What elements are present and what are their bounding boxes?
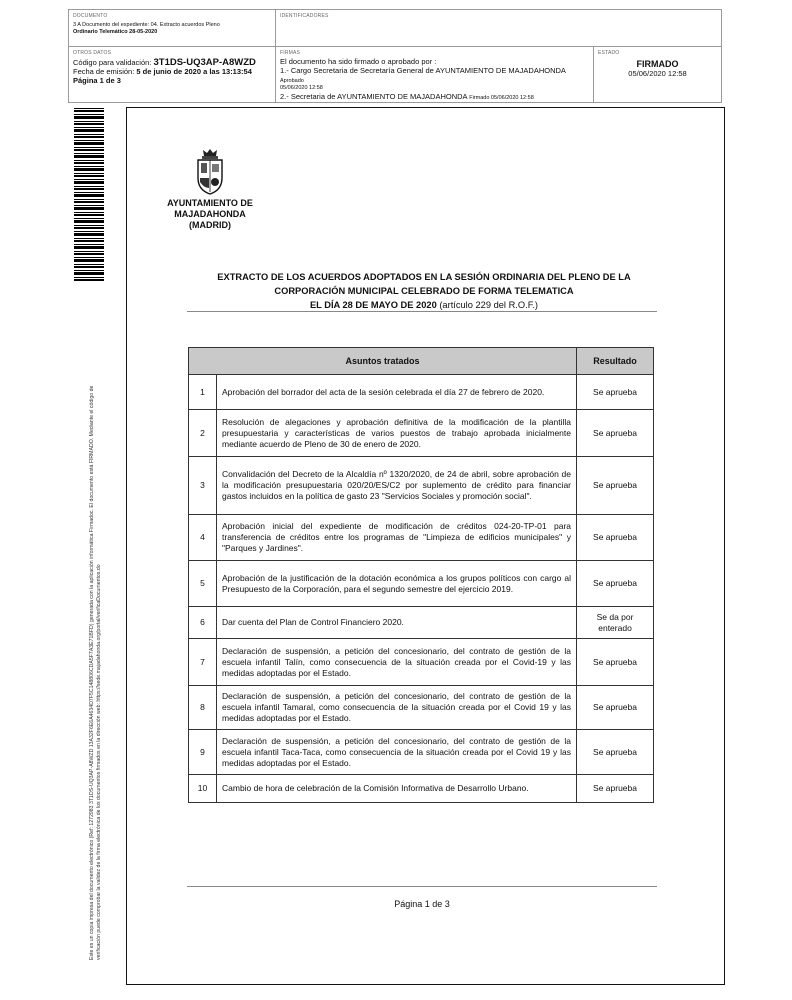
firma2-suffix: Firmado 05/06/2020 12:58 bbox=[469, 95, 534, 101]
firmas-label: FIRMAS bbox=[280, 50, 301, 56]
row-number: 6 bbox=[189, 607, 217, 639]
table-row bbox=[189, 639, 654, 686]
row-subject: Resolución de alegaciones y aprobación definitiva de la modificación de la plantilla presupuestaria y características de varios puestos de trabajo aprobada inicialmente mediante acuerdo de Pleno de 30 de enero de 2020. bbox=[217, 410, 577, 457]
row-number: 7 bbox=[189, 639, 217, 686]
row-subject: Aprobación de la justificación de la dotación económica a los grupos políticos con cargo al Presupuesto de la Corporación, para el segundo semestre del ejercicio 2019. bbox=[217, 561, 577, 607]
identificadores-cell bbox=[276, 10, 721, 47]
row-result: Se aprueba bbox=[577, 410, 654, 457]
row-number: 5 bbox=[189, 561, 217, 607]
firma2: 2.- Secretaria de AYUNTAMIENTO DE MAJADAHONDA bbox=[280, 92, 468, 101]
title-divider bbox=[187, 311, 657, 312]
otros-datos-label: OTROS DATOS bbox=[73, 50, 112, 56]
table-row bbox=[189, 561, 654, 607]
row-result: Se aprueba bbox=[577, 775, 654, 803]
title-line1: EXTRACTO DE LOS ACUERDOS ADOPTADOS EN LA SESIÓN ORDINARIA DEL PLENO DE LA bbox=[217, 272, 631, 282]
fecha-label: Fecha de emisión: bbox=[73, 67, 135, 76]
estado-date: 05/06/2020 12:58 bbox=[628, 69, 687, 78]
row-result: Se aprueba bbox=[577, 561, 654, 607]
documento-label: DOCUMENTO bbox=[73, 13, 108, 19]
org-line3: (MADRID) bbox=[189, 220, 231, 230]
table-row bbox=[189, 375, 654, 410]
document-header bbox=[68, 9, 722, 103]
row-subject: Declaración de suspensión, a petición del concesionario, del contrato de gestión de la escuela infantil Taca-Taca, como consecuencia de la situación creada por el Covid 19 y las medidas adoptadas por el Estado. bbox=[217, 730, 577, 775]
table-row bbox=[189, 607, 654, 639]
row-subject: Declaración de suspensión, a petición del concesionario, del contrato de gestión de la escuela infantil Talín, como consecuencia de la situación creada por el Covid-19 y las medidas adoptadas por el Estado. bbox=[217, 639, 577, 686]
table-row bbox=[189, 775, 654, 803]
row-number: 10 bbox=[189, 775, 217, 803]
row-result: Se aprueba bbox=[577, 639, 654, 686]
row-result: Se aprueba bbox=[577, 730, 654, 775]
fecha-emision: 5 de junio de 2020 a las 13:13:54 bbox=[136, 67, 252, 76]
otros-datos-cell bbox=[69, 47, 276, 102]
row-number: 2 bbox=[189, 410, 217, 457]
row-number: 8 bbox=[189, 686, 217, 730]
row-result: Se aprueba bbox=[577, 686, 654, 730]
firmas-cell bbox=[276, 47, 594, 102]
side-text-line1: Este es un copia impresa del documento electrónico (Ref: 1272983 3T1DS-UQ3AP-A8WZD 13A32F6E6A4634D7F5C148806CDA5F7A3E71BFD) generada con la aplicación informática Firmadoc. El documento está FIRMADO. Mediante el código de bbox=[89, 385, 95, 960]
codigo-validacion: 3T1DS-UQ3AP-A8WZD bbox=[153, 57, 256, 68]
table-row bbox=[189, 410, 654, 457]
document-title bbox=[189, 270, 659, 312]
firma1: 1.- Cargo Secretaria de Secretaría General de AYUNTAMIENTO DE MAJADAHONDA bbox=[280, 66, 566, 75]
documento-line1: 3 A Documento del expediente: 04. Extracto acuerdos Pleno bbox=[73, 22, 220, 28]
side-text-line2: verificación puede comprobar la validez de la firma electrónica de los documentos firmados en la dirección web: https://sede.majadahonda.org/portal/verificaDocumentos.do bbox=[95, 564, 102, 960]
barcode bbox=[74, 107, 104, 281]
side-verification-text bbox=[89, 300, 102, 960]
estado-cell bbox=[594, 47, 721, 102]
firma1-date: 05/06/2020 12:58 bbox=[280, 85, 323, 91]
title-line3-suffix: (artículo 229 del R.O.F.) bbox=[439, 300, 539, 310]
firmas-intro: El documento ha sido firmado o aprobado por : bbox=[280, 57, 437, 66]
title-line2: CORPORACIÓN MUNICIPAL CELEBRADO DE FORMA TELEMATICA bbox=[274, 286, 574, 296]
table-header-row bbox=[189, 348, 654, 375]
col-resultado-header: Resultado bbox=[577, 348, 654, 375]
org-line2: MAJADAHONDA bbox=[174, 209, 246, 219]
row-number: 1 bbox=[189, 375, 217, 410]
codigo-label: Código para validación: bbox=[73, 58, 152, 67]
table-row bbox=[189, 515, 654, 561]
documento-cell bbox=[69, 10, 276, 47]
table-row bbox=[189, 457, 654, 515]
row-number: 9 bbox=[189, 730, 217, 775]
title-line3: EL DÍA 28 DE MAYO DE 2020 bbox=[309, 300, 437, 310]
row-result: Se aprueba bbox=[577, 375, 654, 410]
row-subject: Dar cuenta del Plan de Control Financiero 2020. bbox=[217, 607, 577, 639]
coat-of-arms-icon bbox=[190, 148, 230, 196]
agreements-table bbox=[188, 347, 654, 803]
org-line1: AYUNTAMIENTO DE bbox=[167, 198, 253, 208]
row-number: 3 bbox=[189, 457, 217, 515]
row-number: 4 bbox=[189, 515, 217, 561]
row-result: Se aprueba bbox=[577, 457, 654, 515]
estado-value: FIRMADO bbox=[636, 59, 679, 69]
row-result: Se da por enterado bbox=[577, 607, 654, 639]
documento-line2: Ordinario Telemático 28-05-2020 bbox=[73, 29, 158, 35]
row-subject: Aprobación del borrador del acta de la sesión celebrada el día 27 de febrero de 2020. bbox=[217, 375, 577, 410]
identificadores-label: IDENTIFICADORES bbox=[280, 13, 329, 19]
firma1-suffix: Aprobado bbox=[280, 78, 304, 84]
organization-name bbox=[149, 198, 271, 231]
pagina-header: Página 1 de 3 bbox=[73, 76, 121, 85]
row-subject: Cambio de hora de celebración de la Comisión Informativa de Desarrollo Urbano. bbox=[217, 775, 577, 803]
row-subject: Declaración de suspensión, a petición del concesionario, del contrato de gestión de la escuela infantil Tamaral, como consecuencia de la situación creada por el Covid 19 y las medidas adoptadas por el Estado. bbox=[217, 686, 577, 730]
row-subject: Aprobación inicial del expediente de modificación de créditos 024-20-TP-01 para transferencia de créditos entre los programas de "Limpieza de edificios municipales" y "Parques y Jardines". bbox=[217, 515, 577, 561]
table-row bbox=[189, 686, 654, 730]
table-row bbox=[189, 730, 654, 775]
page-number: Página 1 de 3 bbox=[394, 899, 450, 909]
document-page bbox=[126, 107, 725, 985]
col-asuntos-header: Asuntos tratados bbox=[189, 348, 577, 375]
row-result: Se aprueba bbox=[577, 515, 654, 561]
estado-label: ESTADO bbox=[598, 50, 620, 56]
footer-divider bbox=[187, 886, 657, 887]
row-subject: Convalidación del Decreto de la Alcaldía nº 1320/2020, de 24 de abril, sobre aprobación de la modificación presupuestaria 020/20/ES/C2 por suplemento de crédito para financiar gastos incluidos en la política de gasto 23 "Servicios Sociales y promoción social". bbox=[217, 457, 577, 515]
